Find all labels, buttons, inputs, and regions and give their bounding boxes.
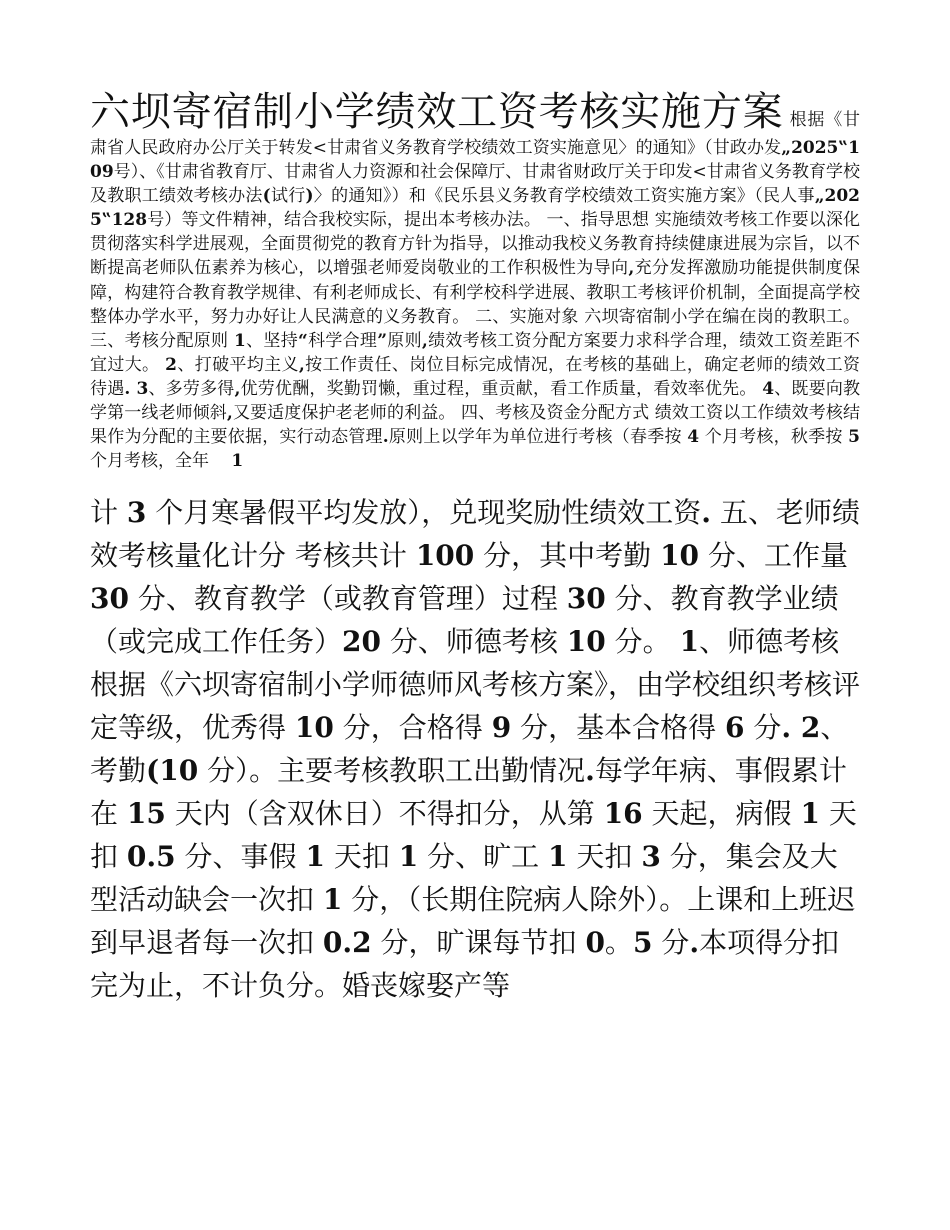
text-run: 100 <box>415 539 475 573</box>
document-page <box>90 88 860 1007</box>
text-run: 优劳优酬，奖勤罚懒，重过程，重贡献，看工作质量，看效率优先。 <box>240 378 763 399</box>
document-title: 六坝寄宿制小学绩效工资考核实施方案 <box>90 89 784 135</box>
text-run: , <box>298 354 305 375</box>
text-run: . <box>701 496 712 530</box>
text-run: . 2 <box>781 711 821 745</box>
text-run: 天扣 <box>90 797 857 874</box>
text-run: 、多劳多得 <box>148 378 235 399</box>
text-run: 科学合理 <box>307 330 378 351</box>
text-run: 天扣 <box>567 840 642 874</box>
text-run: 试行 <box>270 186 306 207</box>
text-run: 天扣 <box>324 840 399 874</box>
text-run: 5 <box>848 427 861 448</box>
text-run: 、坚持 <box>245 330 298 351</box>
text-run: 分、事假 <box>175 840 306 874</box>
text-run: , <box>628 258 635 279</box>
text-run: 号）等文件精神，结合我校实际，提出本考核办法。 一、指导思想 实施绩效考核工作要以深化贯彻落实科学进展观，全面贯彻党的教育方针为指导，以推动我校义务教育持续健康进展为宗旨，以不断提高老师队伍素养为核心，以增强老师爱岗敬业的工作积极性为导向 <box>90 210 860 279</box>
text-run: 分。 <box>605 625 680 659</box>
text-run: „2025‟128 <box>90 186 861 231</box>
text-run: 分、师德考核 <box>380 625 567 659</box>
text-run: 、打破平均主义 <box>177 354 299 375</box>
assessment-text <box>90 496 860 1002</box>
text-run: 分，基本合格得 <box>511 711 725 745</box>
text-run: 原则上以学年为单位进行考核（春季按 <box>388 427 688 448</box>
text-run: 按工作责任、岗位目标完成情况，在考核的基础上，确定老师的绩效工资待遇 <box>90 354 861 399</box>
text-run: 5 <box>632 926 653 960</box>
text-run: 分、教育教学（或教育管理）过程 <box>128 582 567 616</box>
text-run: 20 <box>342 625 381 659</box>
text-run: 个月考核，全年 <box>90 451 232 472</box>
text-run: 分 <box>744 711 782 745</box>
text-run: , <box>226 403 233 424</box>
text-run: 1 <box>234 330 246 351</box>
text-run: 原则 <box>387 330 422 351</box>
text-run: 1 <box>322 883 343 917</box>
text-run: ) <box>305 186 314 207</box>
text-run: 分、工作量 <box>699 539 848 573</box>
text-run: “ <box>298 330 308 351</box>
text-run: 、既要向教学第一线老师倾斜 <box>90 378 861 424</box>
intro-paragraph <box>90 88 860 473</box>
text-run: 4 <box>762 378 775 399</box>
text-run: 分、教育教学业绩（或完成工作任务） <box>90 582 839 659</box>
text-run: . <box>585 754 595 788</box>
text-run: . <box>382 427 389 448</box>
text-run: 16 <box>603 797 643 831</box>
intro-text <box>90 110 860 471</box>
text-run: 10 <box>294 711 334 745</box>
text-run: 天起，病假 <box>642 797 801 831</box>
text-run: 又要适度保护老老师的利益。 四、考核及资金分配方式 绩效工资以工作绩效考核结果作为分配的主要依据，实行动态管理 <box>90 403 860 448</box>
text-run: 1 <box>800 797 820 831</box>
text-run: 1 <box>679 625 700 659</box>
text-run: 0.2 <box>322 926 372 960</box>
text-run: 分，其中考勤 <box>474 539 661 573</box>
text-run: 〉的通知》）和《民乐县义务教育学校绩效工资实施方案》（民人事 <box>313 186 815 207</box>
text-run: 个月寒暑假平均发放），兑现奖励性绩效工资 <box>146 496 702 530</box>
text-run: 30 <box>566 582 606 616</box>
text-run: 10 <box>660 539 700 573</box>
text-run: 、考勤 <box>90 711 849 788</box>
text-run: 9 <box>491 711 512 745</box>
text-run: 天内（含双休日）不得扣分，从第 <box>165 797 604 831</box>
text-run: 绩效考核工资分配方案要力求科学合理，绩效工资差距不宜过大。 <box>90 330 861 375</box>
text-run: 2 <box>165 354 178 375</box>
text-run: 3 <box>126 496 147 530</box>
text-run: 30 <box>90 582 129 616</box>
assessment-paragraph <box>90 491 860 1007</box>
text-run: 1 <box>548 840 568 874</box>
text-run: 1 <box>305 840 325 874</box>
text-run: 1 <box>398 840 419 874</box>
text-run: 分，集会及大型活动缺会一次扣 <box>90 840 838 917</box>
text-run: 个月考核，秋季按 <box>699 427 849 448</box>
text-run: 分，（长期住院病人除外）。上课和上班迟到早退者每一次扣 <box>90 883 856 960</box>
text-run: 3 <box>641 840 661 874</box>
text-run: , <box>234 378 241 399</box>
text-run: 分 <box>652 926 690 960</box>
text-run: 五、老师绩效考核量化计分 考核共计 <box>90 496 860 573</box>
text-run: 分、旷工 <box>418 840 549 874</box>
text-run: 根据《甘肃省人民政府办公厅关于转发<甘肃省义务教育学校绩效工资实施意见〉的通知》（甘政办发 <box>90 110 861 158</box>
text-run: 10 <box>566 625 606 659</box>
text-run: ” <box>377 330 388 351</box>
text-run: 分，合格得 <box>333 711 492 745</box>
text-run: 0 <box>585 926 605 960</box>
text-run: 。 <box>604 926 633 960</box>
text-run: 0.5 <box>126 840 176 874</box>
text-run: 每学年病、事假累计在 <box>90 754 847 831</box>
text-run: , <box>421 330 428 351</box>
text-run: 号）、《甘肃省教育厅、甘肃省人力资源和社会保障厅、甘肃省财政厅关于印发<甘肃省义务教育学校及教职工绩效考核办法 <box>90 162 860 207</box>
text-run: . <box>689 926 700 960</box>
text-run: 本项得分扣完为止，不计负分。婚丧嫁娶产等 <box>90 926 840 1003</box>
text-run: 、师德考核 根据《六坝寄宿制小学师德师风考核方案》，由学校组织考核评定等级，优秀得 <box>90 625 861 745</box>
text-run: 6 <box>724 711 745 745</box>
text-run: (10 <box>146 754 199 788</box>
text-run: ( <box>262 186 271 207</box>
text-run: 1 <box>231 451 244 472</box>
text-run: 分，旷课每节扣 <box>371 926 586 960</box>
text-run: 分）。主要考核教职工出勤情况 <box>198 754 586 788</box>
text-run: 充分发挥激励功能提供制度保障，构建符合教育教学规律、有利老师成长、有利学校科学进展、教职工考核评价机制，全面提高学校整体办学水平，努力办好让人民满意的义务教育。 二、实施对象 六坝寄宿制小学在编在岗的教职工。 三、考核分配原则 <box>90 258 861 351</box>
text-run: 计 <box>90 496 127 530</box>
text-run: 4 <box>687 427 700 448</box>
text-run: 15 <box>126 797 166 831</box>
text-run: . 3 <box>124 378 149 399</box>
text-run: „2025‟109 <box>90 138 860 183</box>
